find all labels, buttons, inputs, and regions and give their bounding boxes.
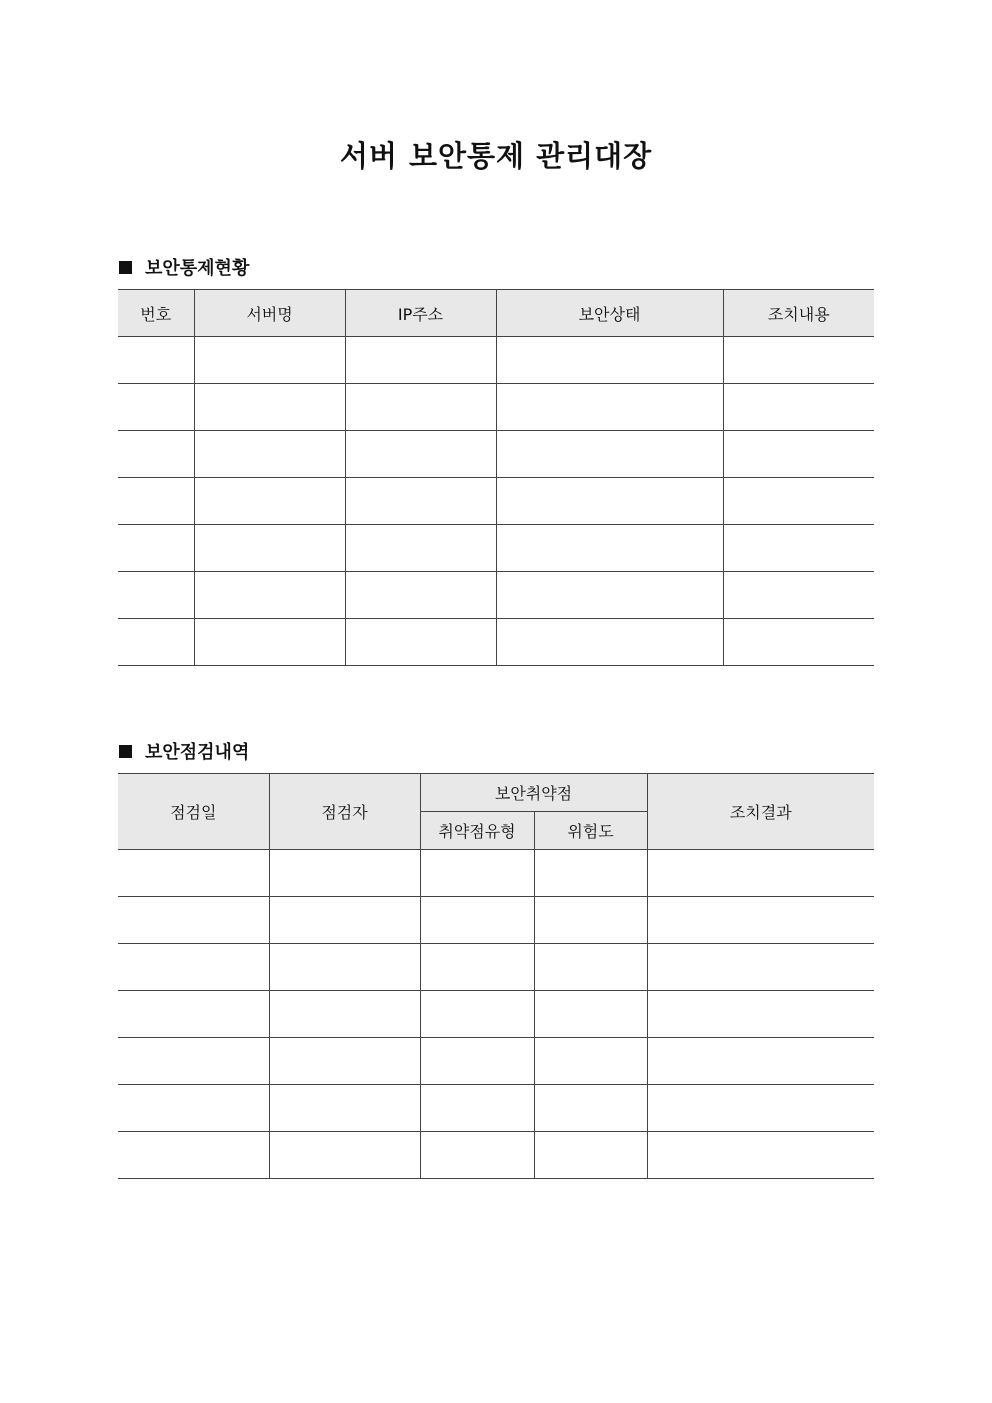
table-cell[interactable] (723, 619, 874, 666)
table-cell[interactable] (194, 431, 345, 478)
column-header-vulnerability-type: 취약점유형 (420, 812, 534, 850)
column-header-server-name: 서버명 (194, 290, 345, 337)
table-cell[interactable] (269, 944, 420, 991)
table-cell[interactable] (534, 944, 647, 991)
section-heading-label: 보안점검내역 (145, 742, 250, 763)
table-cell[interactable] (118, 1132, 269, 1179)
table-row (118, 384, 874, 431)
table-cell[interactable] (269, 1132, 420, 1179)
table-cell[interactable] (647, 1085, 874, 1132)
table-cell[interactable] (723, 431, 874, 478)
table-cell[interactable] (647, 850, 874, 897)
section-heading-label: 보안통제현황 (145, 258, 250, 279)
table-cell[interactable] (496, 384, 723, 431)
table-cell[interactable] (345, 384, 496, 431)
table-row (118, 619, 874, 666)
table-row (118, 431, 874, 478)
table-cell[interactable] (269, 1038, 420, 1085)
table-row (118, 1085, 874, 1132)
table-cell[interactable] (534, 897, 647, 944)
table-cell[interactable] (118, 1038, 269, 1085)
table-cell[interactable] (534, 1085, 647, 1132)
table-cell[interactable] (118, 431, 194, 478)
table-cell[interactable] (118, 850, 269, 897)
table-cell[interactable] (269, 991, 420, 1038)
document-title: 서버 보안통제 관리대장 (339, 139, 653, 173)
table-cell[interactable] (118, 337, 194, 384)
table-cell[interactable] (269, 1085, 420, 1132)
table-row (118, 572, 874, 619)
table-cell[interactable] (345, 478, 496, 525)
table-cell[interactable] (345, 525, 496, 572)
column-header-inspector: 점검자 (269, 774, 420, 850)
table-cell[interactable] (496, 478, 723, 525)
table-cell[interactable] (496, 431, 723, 478)
column-header-ip-address: IP주소 (345, 290, 496, 337)
table-cell[interactable] (534, 991, 647, 1038)
column-header-action: 조치내용 (723, 290, 874, 337)
table-cell[interactable] (194, 619, 345, 666)
square-bullet-icon (119, 745, 132, 758)
table-row (118, 944, 874, 991)
square-bullet-icon (119, 261, 132, 274)
table-row (118, 478, 874, 525)
table-cell[interactable] (420, 850, 534, 897)
table-cell[interactable] (420, 991, 534, 1038)
table-row (118, 897, 874, 944)
table-cell[interactable] (194, 572, 345, 619)
table-cell[interactable] (647, 991, 874, 1038)
table-cell[interactable] (420, 1132, 534, 1179)
column-header-number: 번호 (118, 290, 194, 337)
table-cell[interactable] (118, 572, 194, 619)
security-status-table (118, 289, 874, 666)
column-header-action-result: 조치결과 (647, 774, 874, 850)
table-cell[interactable] (420, 897, 534, 944)
table-cell[interactable] (345, 431, 496, 478)
table-cell[interactable] (723, 572, 874, 619)
table-row (118, 525, 874, 572)
table-cell[interactable] (496, 619, 723, 666)
table-cell[interactable] (534, 1038, 647, 1085)
column-header-inspection-date: 점검일 (118, 774, 269, 850)
table-cell[interactable] (194, 525, 345, 572)
table-cell[interactable] (118, 897, 269, 944)
column-header-risk-level: 위험도 (534, 812, 647, 850)
table-cell[interactable] (534, 850, 647, 897)
table-cell[interactable] (420, 1085, 534, 1132)
table-cell[interactable] (345, 337, 496, 384)
table-cell[interactable] (496, 337, 723, 384)
table-cell[interactable] (647, 897, 874, 944)
table-cell[interactable] (118, 525, 194, 572)
table-row (118, 337, 874, 384)
table-row (118, 1038, 874, 1085)
table-cell[interactable] (647, 1132, 874, 1179)
table-cell[interactable] (723, 478, 874, 525)
table-cell[interactable] (118, 991, 269, 1038)
table-cell[interactable] (420, 944, 534, 991)
table-cell[interactable] (345, 572, 496, 619)
table-cell[interactable] (723, 525, 874, 572)
table-cell[interactable] (420, 1038, 534, 1085)
table-cell[interactable] (534, 1132, 647, 1179)
table-cell[interactable] (194, 337, 345, 384)
table-row (118, 1132, 874, 1179)
table-cell[interactable] (194, 478, 345, 525)
table-cell[interactable] (118, 944, 269, 991)
table-cell[interactable] (723, 384, 874, 431)
table-cell[interactable] (194, 384, 345, 431)
table-cell[interactable] (647, 1038, 874, 1085)
table-row (118, 991, 874, 1038)
table-cell[interactable] (496, 525, 723, 572)
column-header-security-state: 보안상태 (496, 290, 723, 337)
table-cell[interactable] (723, 337, 874, 384)
section-heading-security-status (119, 254, 249, 280)
inspection-history-table (118, 773, 874, 1179)
section-heading-inspection-history (119, 738, 249, 764)
table-cell[interactable] (118, 1085, 269, 1132)
column-header-vulnerability: 보안취약점 (420, 774, 647, 812)
table-cell[interactable] (269, 850, 420, 897)
table-cell[interactable] (118, 619, 194, 666)
table-cell[interactable] (496, 572, 723, 619)
table-cell[interactable] (118, 384, 194, 431)
table-cell[interactable] (647, 944, 874, 991)
table-cell[interactable] (269, 897, 420, 944)
table-cell[interactable] (118, 478, 194, 525)
table-row (118, 850, 874, 897)
table-cell[interactable] (345, 619, 496, 666)
